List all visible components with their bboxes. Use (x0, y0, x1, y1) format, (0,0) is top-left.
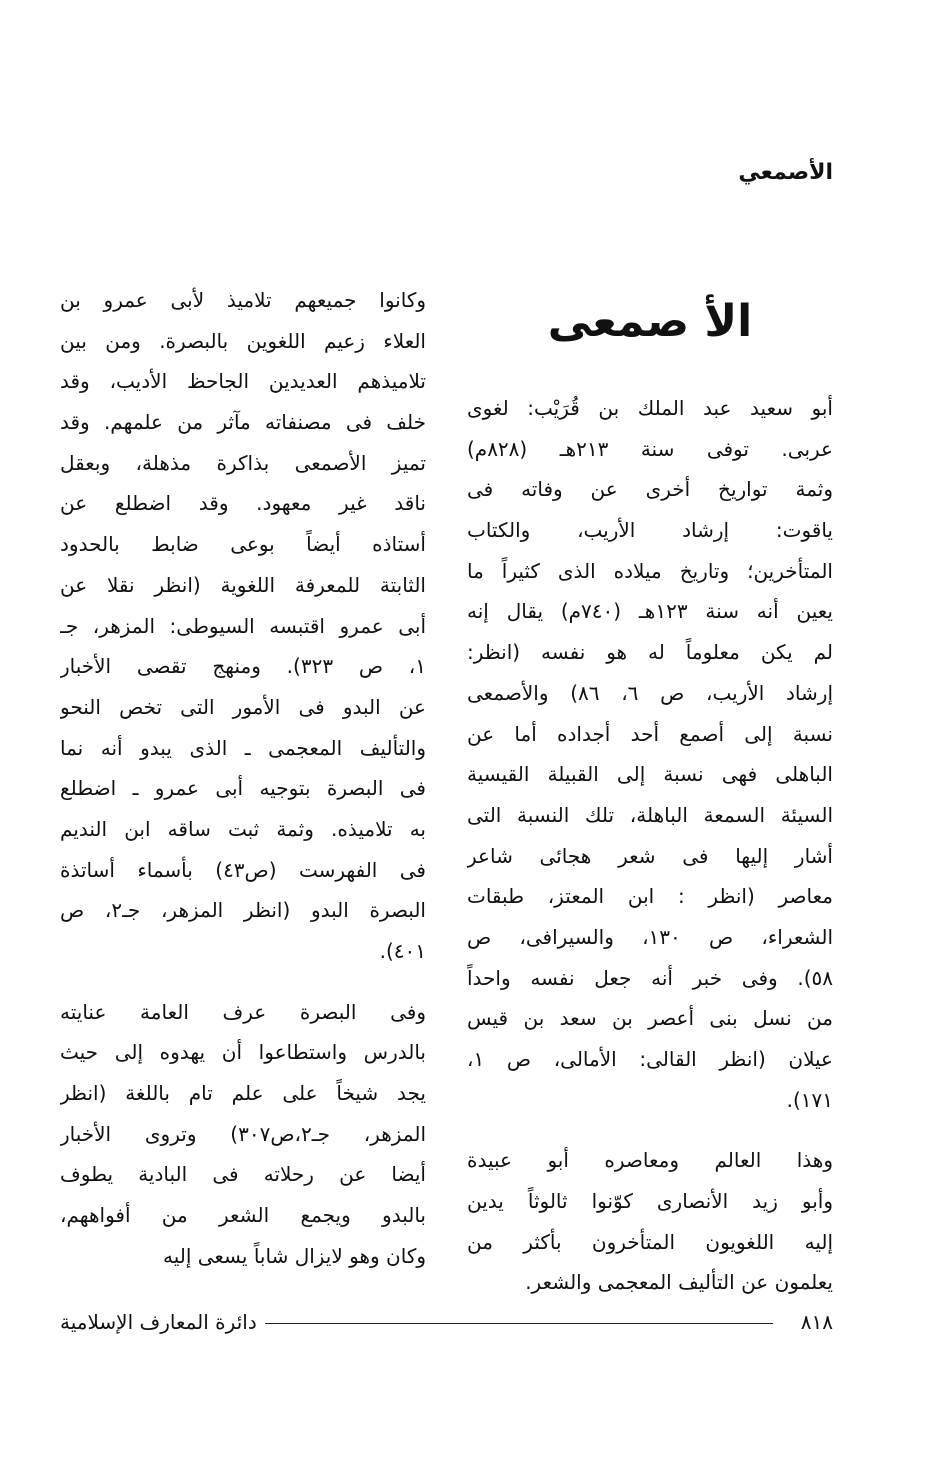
text-line: نسبة إلى أصمع أحد أجداده أما عن (467, 721, 833, 746)
paragraph (60, 992, 426, 1277)
paragraph (467, 1140, 833, 1303)
text-line: الشعراء، ص ١٣٠، والسيرافى، ص (467, 924, 833, 949)
text-line: ١٧١). (786, 1087, 833, 1112)
text-line: وثمة تواريخ أخرى عن وفاته فى (467, 477, 833, 502)
text-line: وأبو زيد الأنصارى كوّنوا ثالوثاً يدين (467, 1189, 833, 1214)
paragraph (60, 280, 426, 972)
text-line: لم يكن معلوماً له هو نفسه (انظر: (467, 640, 833, 665)
text-line: يجد شيخاً على علم تام باللغة (انظر (60, 1081, 426, 1106)
text-line: أشار إليها فى شعر هجائى شاعر (467, 843, 833, 868)
text-line: المزهر، جـ٢،ص٣٠٧) وتروى الأخبار (60, 1121, 426, 1146)
text-line: وكانوا جميعهم تلاميذ لأبى عمرو بن (60, 288, 426, 312)
text-line: البصرة البدو (انظر المزهر، جـ٢، ص (60, 898, 426, 923)
text-line: به تلاميذه. وثمة ثبت ساقه ابن النديم (60, 816, 426, 841)
text-line: أيضا عن رحلاته فى البادية يطوف (60, 1162, 426, 1187)
text-line: بالدرس واستطاعوا أن يهدوه إلى حيث (60, 1040, 426, 1065)
journal-title: دائرة المعارف الإسلامية (60, 1310, 257, 1334)
left-column (60, 280, 426, 1297)
text-line: وكان وهو لايزال شاباً يسعى إليه (162, 1243, 426, 1268)
text-line: أبى عمرو اقتبسه السيوطى: المزهر، جـ (60, 613, 426, 638)
text-line: خلف فى مصنفاته مآثر من علمهم. وقد (60, 410, 426, 435)
text-line: عربى. توفى سنة ٢١٣هـ (٨٢٨م) (467, 436, 833, 461)
text-line: عيلان (انظر القالى: الأمالى، ص ١، (467, 1047, 833, 1071)
text-line: الثابتة للمعرفة اللغوية (انظر نقلا عن (60, 572, 426, 597)
page-footer (60, 1305, 833, 1345)
text-line: إليه اللغويون المتأخرون بأكثر من (467, 1229, 833, 1254)
text-line: ياقوت: إرشاد الأريب، والكتاب (467, 518, 833, 543)
text-line: تلاميذهم العديدين الجاحظ الأديب، وقد (60, 369, 426, 394)
text-line: ناقد غير معهود. وقد اضطلع عن (60, 491, 426, 516)
left-column-text (60, 280, 426, 1277)
running-head: الأصمعي (738, 160, 833, 185)
text-line: أستاذه أيضاً بوعى ضابط بالحدود (60, 532, 426, 557)
text-line: عن البدو فى الأمور التى تخص النحو (60, 694, 426, 719)
text-line: معاصر (انظر : ابن المعتز، طبقات (467, 884, 833, 909)
footer-rule (265, 1323, 773, 1324)
text-line: والتأليف المعجمى ـ الذى يبدو أنه نما (60, 735, 426, 760)
text-line: ١، ص ٣٢٣). ومنهج تقصى الأخبار (60, 654, 426, 679)
text-line: بالبدو ويجمع الشعر من أفواههم، (60, 1203, 426, 1228)
text-line: يعين أنه سنة ١٢٣هـ (٧٤٠م) يقال إنه (467, 599, 833, 624)
text-line: وهذا العالم ومعاصره أبو عبيدة (467, 1148, 833, 1173)
text-line: العلاء زعيم اللغوين بالبصرة. ومن بين (60, 328, 426, 353)
right-column-text (467, 388, 833, 1303)
text-line: الباهلى فهى نسبة إلى القبيلة القيسية (467, 762, 833, 787)
article-title: الأ صمعى (547, 296, 753, 347)
page-number: ٨١٨ (800, 1310, 833, 1334)
text-line: أبو سعيد عبد الملك بن قُرَيْب: لغوى (467, 396, 833, 420)
text-line: ٥٨). وفى خبر أنه جعل نفسه واحداً (467, 965, 833, 990)
text-line: فى البصرة بتوجيه أبى عمرو ـ اضطلع (60, 776, 426, 801)
paragraph (467, 388, 833, 1120)
text-line: إرشاد الأريب، ص ٦، ٨٦) والأصمعى (467, 680, 833, 705)
text-line: تميز الأصمعى بذاكرة مذهلة، وبعقل (60, 450, 426, 475)
text-line: وفى البصرة عرف العامة عنايته (60, 999, 426, 1024)
text-line: يعلمون عن التأليف المعجمى والشعر. (525, 1270, 833, 1295)
right-column (467, 280, 833, 1323)
text-line: المتأخرين؛ وتاريخ ميلاده الذى كثيراً ما (467, 558, 833, 583)
text-line: فى الفهرست (ص٤٣) بأسماء أساتذة (60, 857, 426, 882)
text-line: ٤٠١). (379, 939, 426, 963)
text-line: من نسل بنى أعصر بن سعد بن قيس (467, 1006, 833, 1031)
text-line: السيئة السمعة الباهلة، تلك النسبة التى (467, 802, 833, 827)
